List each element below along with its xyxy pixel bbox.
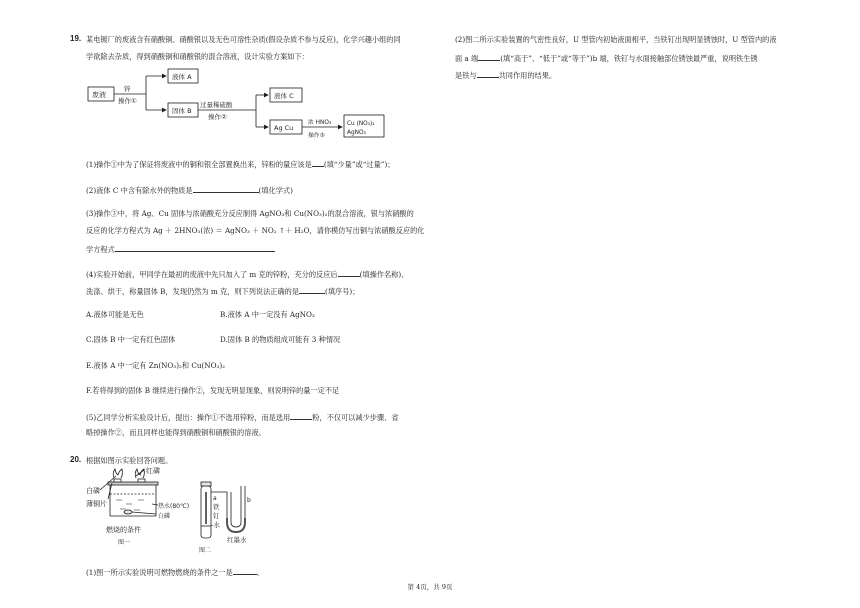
flow-product-2: AgNO₃	[347, 130, 366, 136]
q20-part2-text-a: 面 a 端	[455, 54, 479, 63]
q19-part5-blank[interactable]	[290, 411, 312, 420]
q19-part5-text-a: (5)乙同学分析实验设计后，提出：操作①不选用锌粉，而是选用	[86, 413, 291, 422]
option-c: C.固体 B 中一定有红色固体	[86, 335, 176, 344]
fig2-label-b: b	[247, 497, 251, 504]
q19-part1-blank[interactable]	[312, 158, 324, 167]
page-footer: 第 4页，共 9页	[407, 583, 453, 591]
q19-part3-blank[interactable]	[115, 243, 275, 252]
flow-op2-label: 操作②	[208, 113, 227, 121]
q19-part4-blank1[interactable]	[338, 268, 360, 277]
q19-part4-line2	[86, 285, 359, 297]
fig1-red-phosphorus: 红磷	[146, 467, 160, 475]
fig1-copper-sheet: 薄铜片	[86, 500, 107, 508]
fig2-nail-2: 钉	[213, 512, 220, 520]
q19-part2-blank[interactable]	[193, 184, 259, 193]
q19-part4-text-a: (4)实验开始前，甲同学在最初的废液中先只加入了 m 克的锌粉，充分的反应后	[86, 270, 338, 279]
q20-part2-line2	[455, 52, 758, 64]
q20-part2-blank1[interactable]	[478, 52, 500, 61]
option-a: A.液体可能是无色	[86, 310, 144, 319]
q19-part2	[86, 184, 293, 196]
q20-part1	[86, 566, 264, 578]
q19-part4-line1	[86, 268, 408, 280]
q19-part2-text-b: (填化学式)	[258, 186, 293, 195]
option-f: F.若将得到的固体 B 继续进行操作②，发现无明显现象，则说明锌的量一定不足	[86, 386, 340, 395]
fig2-nail-3: -水	[211, 521, 220, 529]
flow-waste-label: 废液	[92, 91, 106, 99]
flow-ag-cu-label: Ag Cu	[274, 124, 294, 132]
q19-part5-text-b: 粉，不仅可以减少步骤、省	[312, 413, 399, 422]
option-e: E.液体 A 中一定有 Zn(NO₃)₂和 Cu(NO₃)₂	[86, 361, 226, 370]
fig1-label: 图一	[118, 539, 131, 546]
q19-part5-line2: 略掉操作②，而且同样也能得到硝酸铜和硝酸银的溶液。	[86, 428, 266, 437]
q19-flowchart	[86, 64, 406, 144]
q19-part1-text-b: (填“少量”或“过量”)；	[323, 160, 395, 169]
q19-part3-line3	[86, 243, 275, 255]
flow-liquid-c-label: 液体 C	[274, 92, 294, 100]
flow-zinc-label: 锌	[124, 85, 131, 93]
q19-intro-line1: 某电镀厂的废液含有硝酸铜、硝酸银以及无色可溶性杂质(假设杂质不参与反应)，化学兴趣小组的同	[86, 35, 401, 44]
flow-op1-label: 操作①	[118, 97, 137, 105]
q19-part3-line2: 反应的化学方程式为 Ag ＋ 2HNO₃(浓) ＝ AgNO₃ ＋ NO₂ ↑＋ H₂O，请你模仿写出铜与浓硝酸反应的化	[86, 226, 425, 235]
q20-part2-text-c: 是铁与	[455, 71, 477, 80]
q19-part3-line1: (3)操作③中，将 Ag、Cu 固体与浓硝酸充分反应制得 AgNO₃和 Cu(NO₃)₂的混合溶液，银与浓硝酸的	[86, 209, 414, 218]
q20-part1-blank[interactable]	[233, 566, 257, 575]
q19-part3-text: 学方程式	[86, 245, 115, 254]
fig2-label: 图二	[199, 547, 212, 554]
q19-part1	[86, 158, 394, 170]
fig2-label-a: a	[213, 495, 217, 502]
flow-acid-label: 过量稀硫酸	[200, 101, 233, 109]
flame-icon	[113, 469, 122, 478]
q20-part2-line1: (2)图二所示实验装置的气密性良好，U 型管内初始液面相平，当铁钉出现明显锈蚀时，U 型管内的液	[455, 35, 777, 44]
q19-part4-text-c: 洗涤、烘干，称量固体 B，发现仍然为 m 克，则下列说法正确的是	[86, 287, 300, 296]
fig1-caption: 燃烧的条件	[106, 526, 141, 534]
q19-part2-text-a: (2)液体 C 中含有除水外的物质是	[86, 186, 193, 195]
question-20-number: 20.	[70, 455, 82, 464]
flow-conc-hno3-label: 浓 HNO₃	[308, 120, 332, 126]
flow-liquid-a-label: 液体 A	[172, 73, 192, 81]
fig1-white-phosphorus-2: 白磷	[158, 513, 171, 520]
q20-part2-line3	[455, 69, 556, 81]
q20-part2-blank2[interactable]	[477, 69, 499, 78]
q19-part4-text-d: (填序号)；	[325, 287, 360, 296]
q19-part4-text-b: (填操作名称)、	[359, 270, 409, 279]
fig1-hot-water: 热水(80℃)	[158, 503, 190, 510]
q19-part4-blank2[interactable]	[299, 285, 325, 294]
q20-part1-text-a: (1)图一所示实验说明可燃物燃烧的条件之一是	[86, 568, 233, 577]
q20-part2-text-b: (填“高于”、“低于”或“等于”)b 端，铁钉与水面接触部位锈蚀最严重，说明铁生锈	[500, 54, 758, 63]
fig1-white-phosphorus: 白磷	[86, 487, 100, 495]
figure-1-combustion	[86, 466, 190, 558]
flow-op3-label: 操作③	[308, 133, 325, 139]
q19-intro-line2: 学欲除去杂质，得到硝酸铜和硝酸银的混合溶液，设计实验方案如下：	[86, 52, 309, 61]
fig2-nail-1: 铁	[213, 503, 220, 511]
flow-solid-b-label: 固体 B	[172, 107, 192, 115]
option-b: B.液体 A 中一定没有 AgNO₃	[220, 310, 315, 319]
figure-2-rusting	[195, 478, 265, 560]
q20-intro: 根据如图示实验回答问题。	[86, 456, 173, 465]
option-d: D.固体 B 的物质组成可能有 3 种情况	[220, 335, 341, 344]
fig2-red-ink: 红墨水	[227, 536, 247, 544]
q19-part1-text-a: (1)操作①中为了保证将废液中的铜和银全部置换出来，锌粉的量应该是	[86, 160, 312, 169]
flow-product-1: Cu (NO₃)₂	[347, 121, 375, 127]
q19-part5-line1	[86, 411, 399, 423]
question-19-number: 19.	[70, 34, 82, 43]
q20-part2-text-d: 共同作用的结果。	[498, 71, 557, 80]
q20-part1-text-b: 。	[256, 568, 264, 577]
